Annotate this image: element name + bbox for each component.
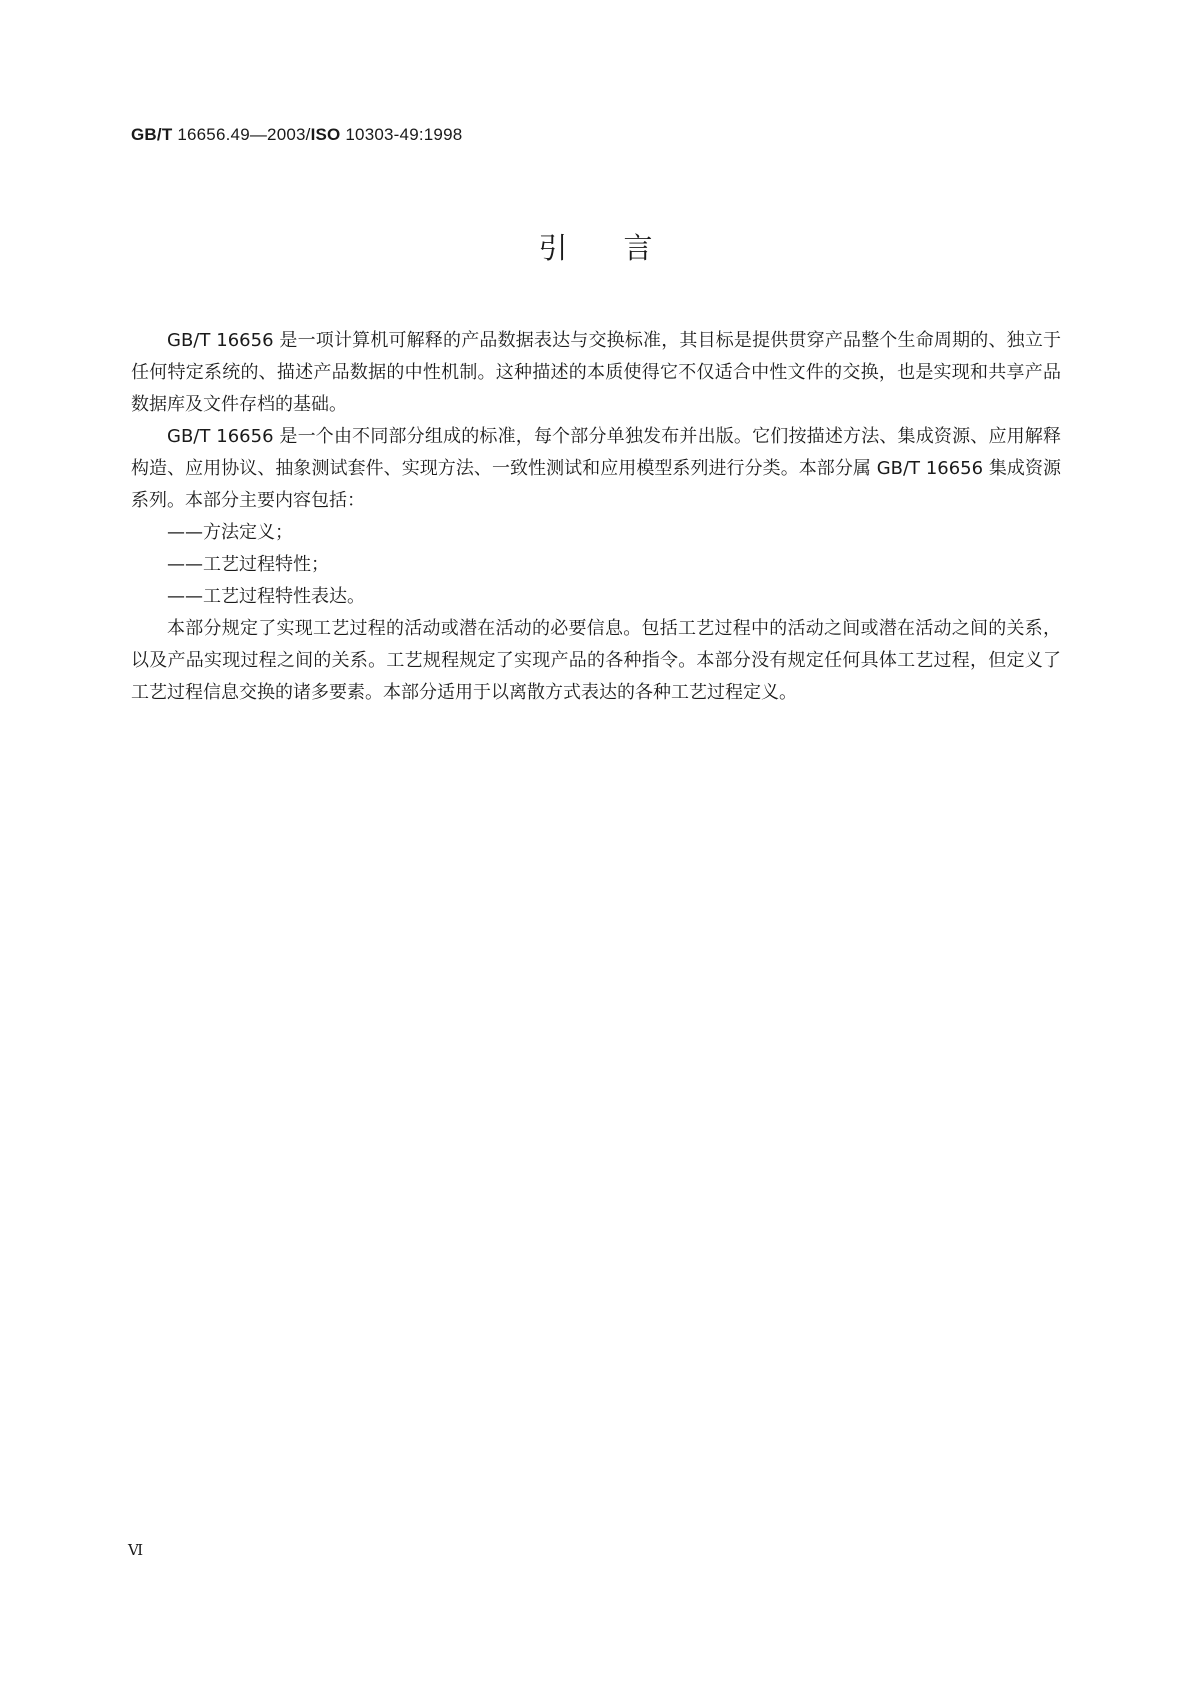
standard-number: 16656.49—2003/ — [172, 125, 311, 144]
paragraph: GB/T 16656 是一项计算机可解释的产品数据表达与交换标准，其目标是提供贯穿产品整个生命周期的、独立于任何特定系统的、描述产品数据的中性机制。这种描述的本质使得它不仅适合中性文件的交换，也是实现和共享产品数据库及文件存档的基础。 — [131, 330, 1061, 415]
iso-prefix: ISO — [310, 125, 341, 144]
paragraph: 本部分规定了实现工艺过程的活动或潜在活动的必要信息。包括工艺过程中的活动之间或潜在活动之间的关系，以及产品实现过程之间的关系。工艺规程规定了实现产品的各种指令。本部分没有规定任何具体工艺过程，但定义了工艺过程信息交换的诸多要素。本部分适用于以离散方式表达的各种工艺过程定义。 — [131, 618, 1061, 703]
iso-number: 10303-49:1998 — [340, 125, 463, 144]
list-item: ——工艺过程特性； — [167, 554, 329, 575]
page-number: Ⅵ — [128, 1543, 144, 1559]
standard-prefix: GB/T — [131, 125, 173, 144]
standard-code-header — [131, 125, 462, 145]
introduction-body — [131, 325, 1061, 709]
page-title: 引言 — [538, 231, 709, 265]
list-item: ——方法定义； — [167, 522, 293, 543]
list-item: ——工艺过程特性表达。 — [167, 586, 365, 607]
paragraph: GB/T 16656 是一个由不同部分组成的标准，每个部分单独发布并出版。它们按描述方法、集成资源、应用解释构造、应用协议、抽象测试套件、实现方法、一致性测试和应用模型系列进行分类。本部分属 GB/T 16656 集成资源系列。本部分主要内容包括： — [131, 426, 1061, 511]
